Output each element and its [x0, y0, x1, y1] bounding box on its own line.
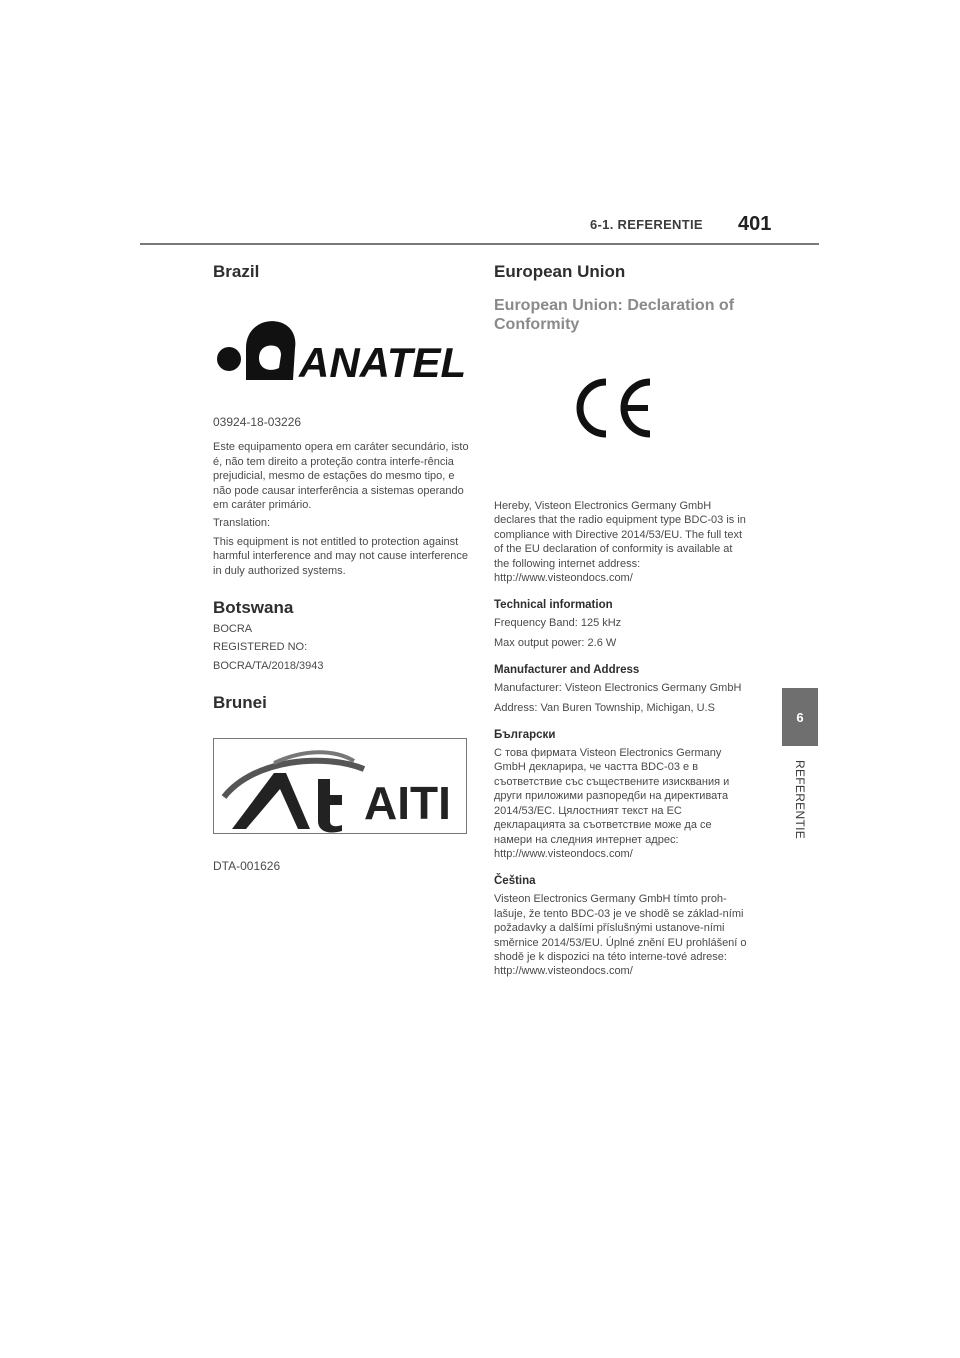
address-text: Address: Van Buren Township, Michigan, U.S	[494, 701, 715, 714]
aiti-logo	[213, 738, 467, 834]
translation-text: This equipment is not entitled to protection against harmful interference and may not cause interference in duly authorized systems.	[213, 535, 468, 577]
manufacturer-heading: Manufacturer and Address	[494, 664, 640, 677]
left-column	[213, 262, 471, 874]
max-output-power: Max output power: 2.6 W	[494, 636, 617, 649]
botswana-line3: BOCRA/TA/2018/3943	[213, 659, 324, 672]
page-number: 401	[738, 213, 772, 235]
declaration-heading: European Union: Declaration of Conformity	[494, 297, 735, 333]
brazil-paragraph: Este equipamento opera em caráter secundário, isto é, não tem direito a proteção contra interfe-rência prejudicial, mesmo de estações do mesmo tipo, e não pode causar interferência a sistemas operando em caráter primário.	[213, 441, 469, 512]
header-divider	[140, 243, 819, 245]
aiti-emblem	[214, 739, 466, 833]
declaration-text: Hereby, Visteon Electronics Germany GmbH declares that the radio equipment type BDC-03 is in compliance with Directive 2014/53/EU. The full text of the EU declaration of conformity is available at the following internet address: http://www.visteondocs.com/	[494, 500, 746, 585]
brunei-heading: Brunei	[213, 693, 267, 713]
bulgarian-heading: Български	[494, 729, 556, 742]
bulgarian-text: С това фирмата Visteon Electronics Germany GmbH декларира, че частта BDC-03 е в съответствие със съществените изисквания и други приложими разпоредби на директивата 2014/53/EC. Цялостният текст на ЕС декларацията за съответствие може да се намери на следния интернет адрес: http://www.visteondocs.com/	[494, 747, 730, 860]
chapter-side-label	[786, 760, 814, 860]
brunei-code: DTA-001626	[213, 859, 281, 874]
eu-heading: European Union	[494, 262, 626, 281]
anatel-logo	[213, 318, 467, 380]
aiti-logo-text: AITI	[364, 777, 451, 830]
page-header	[0, 0, 960, 250]
anatel-code: 03924-18-03226	[213, 415, 302, 429]
chapter-tab: 6	[782, 688, 818, 746]
chapter-side-label-text: REFERENTIE	[793, 760, 807, 840]
right-column	[494, 262, 750, 979]
botswana-heading: Botswana	[213, 598, 294, 618]
svg-text:ANATEL: ANATEL	[299, 339, 467, 380]
botswana-line2: REGISTERED NO:	[213, 641, 308, 654]
section-title: 6-1. REFERENTIE	[590, 217, 703, 232]
botswana-line1: BOCRA	[213, 623, 253, 636]
czech-text: Visteon Electronics Germany GmbH tímto proh-lašuje, že tento BDC-03 je ve shodě se základ-ními požadavky a dalšími příslušnými ustanove-ními směrnice 2014/53/EU. Úplné znění EU prohlášení o shodě je k dispozici na této interne-tové adrese: http://www.visteondocs.com/	[494, 893, 747, 978]
brazil-heading: Brazil	[213, 262, 260, 281]
frequency-band: Frequency Band: 125 kHz	[494, 617, 622, 630]
translation-label: Translation:	[213, 517, 271, 530]
czech-heading: Čeština	[494, 875, 536, 888]
manufacturer-text: Manufacturer: Visteon Electronics Germany GmbH	[494, 682, 742, 695]
ce-mark-icon	[574, 376, 658, 440]
technical-heading: Technical information	[494, 599, 613, 612]
